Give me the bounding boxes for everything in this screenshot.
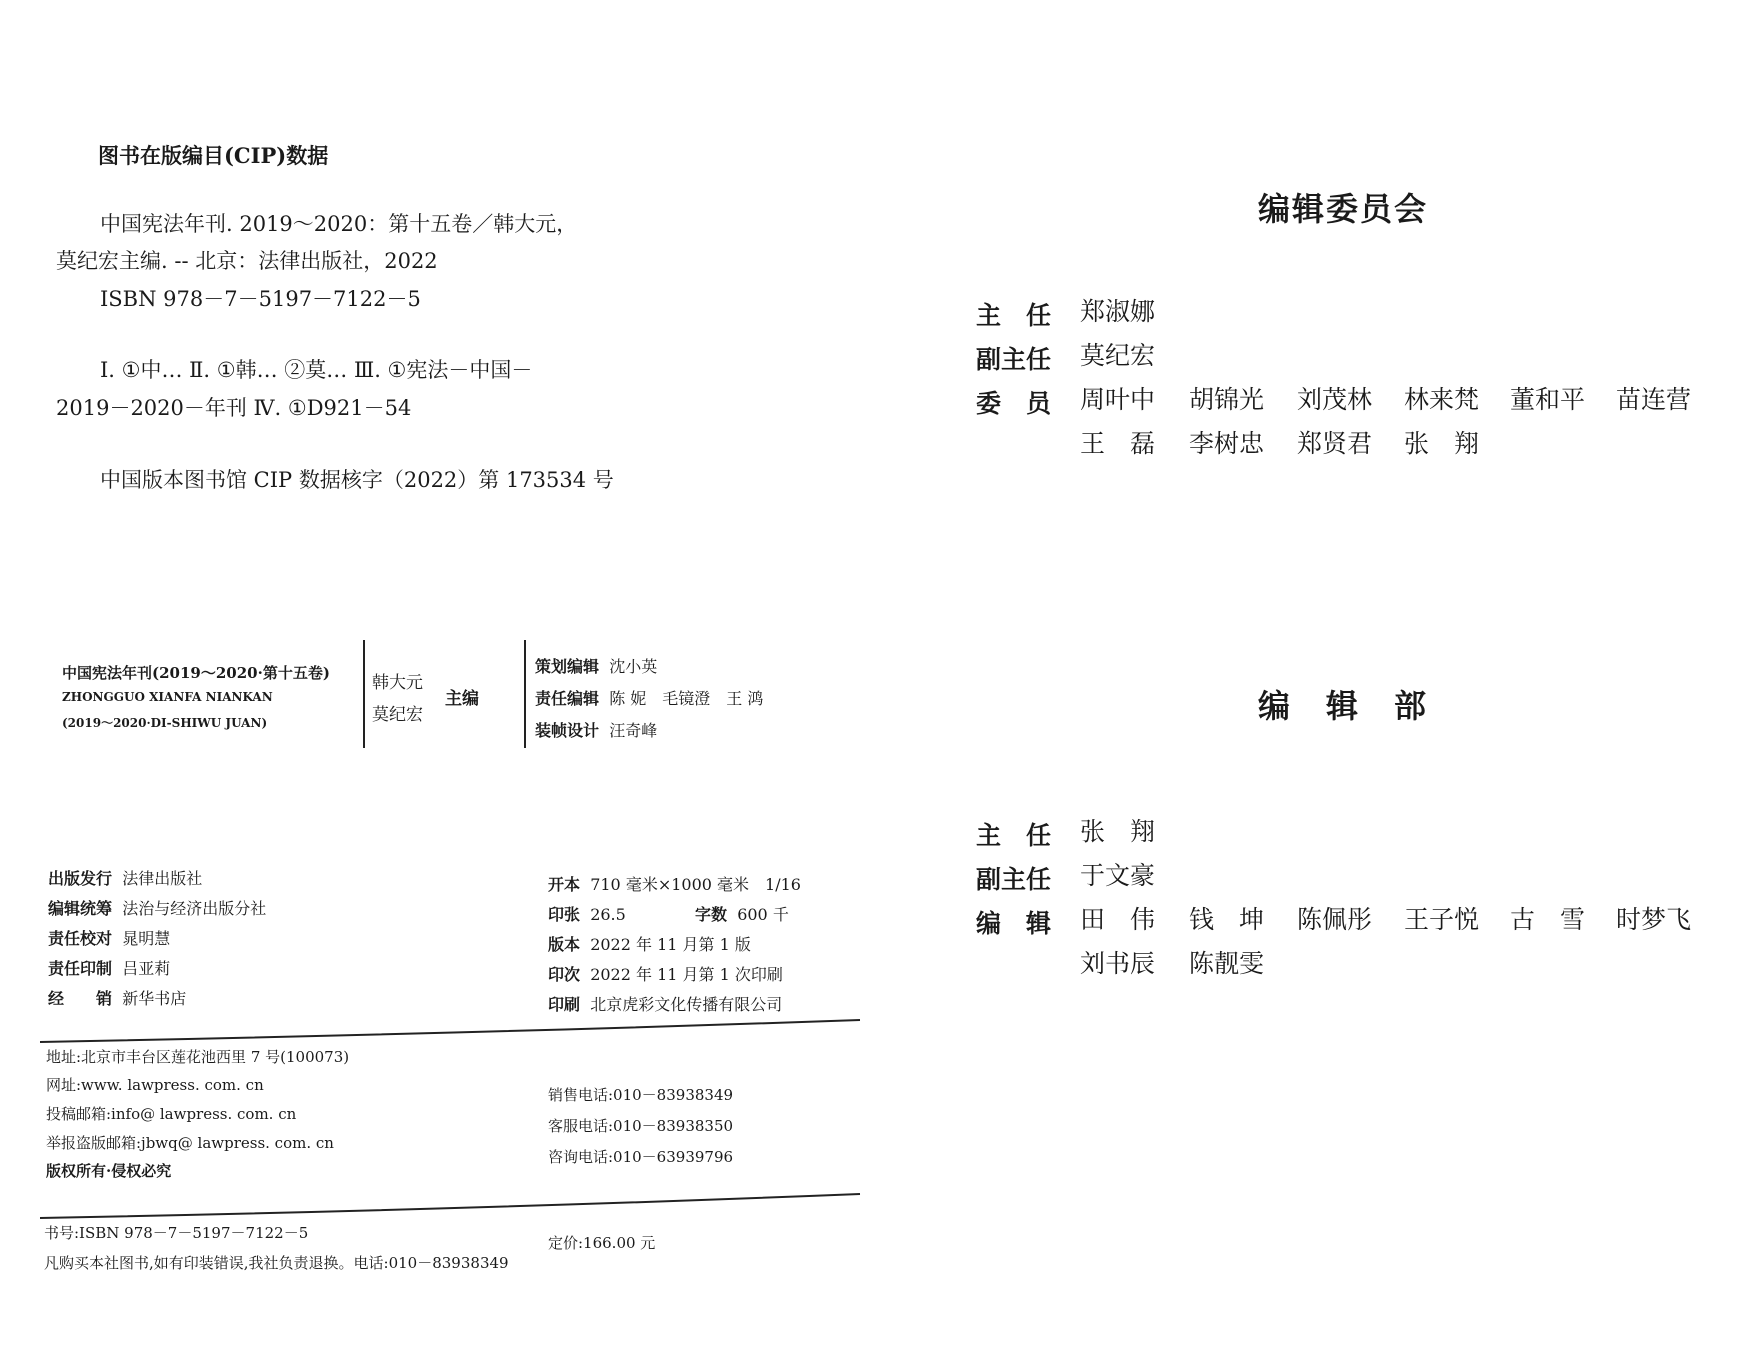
publish-row	[48, 896, 266, 919]
committee-title: 编辑委员会	[1258, 190, 1429, 228]
publish-row	[48, 956, 170, 979]
staff-label: 策划编辑	[535, 657, 600, 676]
publish-value: 法治与经济出版分社	[122, 899, 267, 918]
spec-value: 26.5	[590, 905, 626, 924]
publish-row	[48, 866, 202, 889]
person-name: 周叶中	[1080, 385, 1156, 414]
person-name: 苗连营	[1616, 385, 1692, 414]
cip-isbn: ISBN 978－7－5197－7122－5	[100, 287, 421, 311]
service-phone: 客服电话:010－83938350	[548, 1117, 734, 1135]
person-name: 胡锦光	[1189, 385, 1265, 414]
spec-label: 印刷	[548, 995, 581, 1014]
publish-label: 责任印制	[48, 959, 113, 978]
divider-line	[363, 640, 365, 748]
person-name: 王子悦	[1404, 905, 1480, 934]
staff-row	[535, 686, 763, 709]
spec-value: 2022 年 11 月第 1 次印刷	[590, 965, 783, 984]
publish-label: 编辑统筹	[48, 899, 113, 918]
chief-editor-2: 莫纪宏	[372, 705, 423, 725]
publish-value: 法律出版社	[122, 869, 203, 888]
staff-label: 责任编辑	[535, 689, 600, 708]
role-label: 主 任	[976, 821, 1052, 850]
publish-row	[48, 986, 186, 1009]
contact-address: 地址:北京市丰台区莲花池西里 7 号(100073)	[46, 1048, 350, 1066]
person-name: 莫纪宏	[1080, 341, 1156, 370]
person-name: 郑淑娜	[1080, 297, 1156, 326]
role-label: 主 任	[976, 301, 1052, 330]
cip-line-2: 莫纪宏主编. -- 北京：法律出版社，2022	[56, 249, 438, 273]
footer-notice: 凡购买本社图书,如有印装错误,我社负责退换。电话:010－83938349	[44, 1254, 509, 1272]
book-title-pinyin-volume: (2019～2020·DI-SHIWU JUAN)	[62, 716, 268, 730]
person-name: 陈靓雯	[1189, 949, 1265, 978]
person-name: 陈佩彤	[1297, 905, 1373, 934]
separator-line	[40, 1184, 870, 1224]
footer-price: 定价:166.00 元	[548, 1234, 656, 1252]
person-name: 刘书辰	[1080, 949, 1156, 978]
contact-submission-email: 投稿邮箱:info@ lawpress. com. cn	[46, 1105, 297, 1123]
person-name: 王 磊	[1080, 429, 1156, 458]
person-name: 钱 坤	[1189, 905, 1265, 934]
spec-value: 710 毫米×1000 毫米 1/16	[590, 875, 801, 894]
spec-label: 印次	[548, 965, 581, 984]
spec-label: 字数	[695, 905, 728, 924]
staff-value: 沈小英	[609, 657, 658, 676]
spec-label: 印张	[548, 905, 581, 924]
staff-label: 装帧设计	[535, 721, 600, 740]
staff-value: 汪奇峰	[609, 721, 658, 740]
footer-isbn: 书号:ISBN 978－7－5197－7122－5	[44, 1224, 309, 1242]
spec-value: 北京虎彩文化传播有限公司	[590, 995, 783, 1014]
book-title-cn: 中国宪法年刊(2019～2020·第十五卷)	[62, 664, 330, 682]
person-name: 张 翔	[1080, 817, 1156, 846]
book-title-pinyin: ZHONGGUO XIANFA NIANKAN	[62, 690, 273, 704]
spec-row	[695, 902, 789, 925]
staff-row	[535, 654, 657, 677]
staff-row	[535, 718, 657, 741]
spec-value: 2022 年 11 月第 1 版	[590, 935, 751, 954]
publish-label: 出版发行	[48, 869, 113, 888]
person-name: 田 伟	[1080, 905, 1156, 934]
divider-line	[524, 640, 526, 748]
cip-approval-number: 中国版本图书馆 CIP 数据核字（2022）第 173534 号	[100, 468, 614, 492]
publish-value: 吕亚莉	[122, 959, 171, 978]
cip-classification-1: Ⅰ. ①中… Ⅱ. ①韩… ②莫… Ⅲ. ①宪法－中国－	[100, 358, 533, 382]
spec-row	[548, 962, 783, 985]
staff-value: 陈 妮 毛镜澄 王 鸿	[609, 689, 764, 708]
person-name: 李树忠	[1189, 429, 1265, 458]
department-title: 编 辑 部	[1258, 687, 1429, 725]
inquiry-phone: 咨询电话:010－63939796	[548, 1148, 734, 1166]
role-label: 副主任	[976, 345, 1052, 374]
person-name: 林来梵	[1404, 385, 1480, 414]
spec-row	[548, 932, 751, 955]
spec-label: 开本	[548, 875, 581, 894]
person-name: 董和平	[1510, 385, 1586, 414]
spec-value: 600 千	[737, 905, 789, 924]
spec-row	[548, 902, 626, 925]
person-name: 古 雪	[1510, 905, 1586, 934]
publish-label: 责任校对	[48, 929, 113, 948]
role-label: 编 辑	[976, 909, 1052, 938]
cip-classification-2: 2019－2020－年刊 Ⅳ. ①D921－54	[56, 396, 412, 420]
spec-row	[548, 872, 801, 895]
publish-value: 新华书店	[122, 989, 187, 1008]
cip-heading: 图书在版编目(CIP)数据	[98, 143, 329, 168]
chief-editor-1: 韩大元	[372, 673, 423, 693]
person-name: 刘茂林	[1297, 385, 1373, 414]
sales-phone: 销售电话:010－83938349	[548, 1086, 734, 1104]
person-name: 郑贤君	[1297, 429, 1373, 458]
role-label: 委 员	[976, 389, 1052, 418]
publish-row	[48, 926, 170, 949]
chief-editor-role: 主编	[445, 689, 479, 709]
person-name: 于文豪	[1080, 861, 1156, 890]
cip-line-1: 中国宪法年刊. 2019～2020：第十五卷／韩大元，	[100, 212, 578, 236]
person-name: 时梦飞	[1616, 905, 1692, 934]
publish-label: 经 销	[48, 989, 113, 1008]
person-name: 张 翔	[1404, 429, 1480, 458]
copyright-notice: 版权所有·侵权必究	[46, 1162, 172, 1180]
publish-value: 晁明慧	[122, 929, 171, 948]
role-label: 副主任	[976, 865, 1052, 894]
contact-website: 网址:www. lawpress. com. cn	[46, 1076, 264, 1094]
contact-piracy-email: 举报盗版邮箱:jbwq@ lawpress. com. cn	[46, 1134, 334, 1152]
spec-label: 版本	[548, 935, 581, 954]
